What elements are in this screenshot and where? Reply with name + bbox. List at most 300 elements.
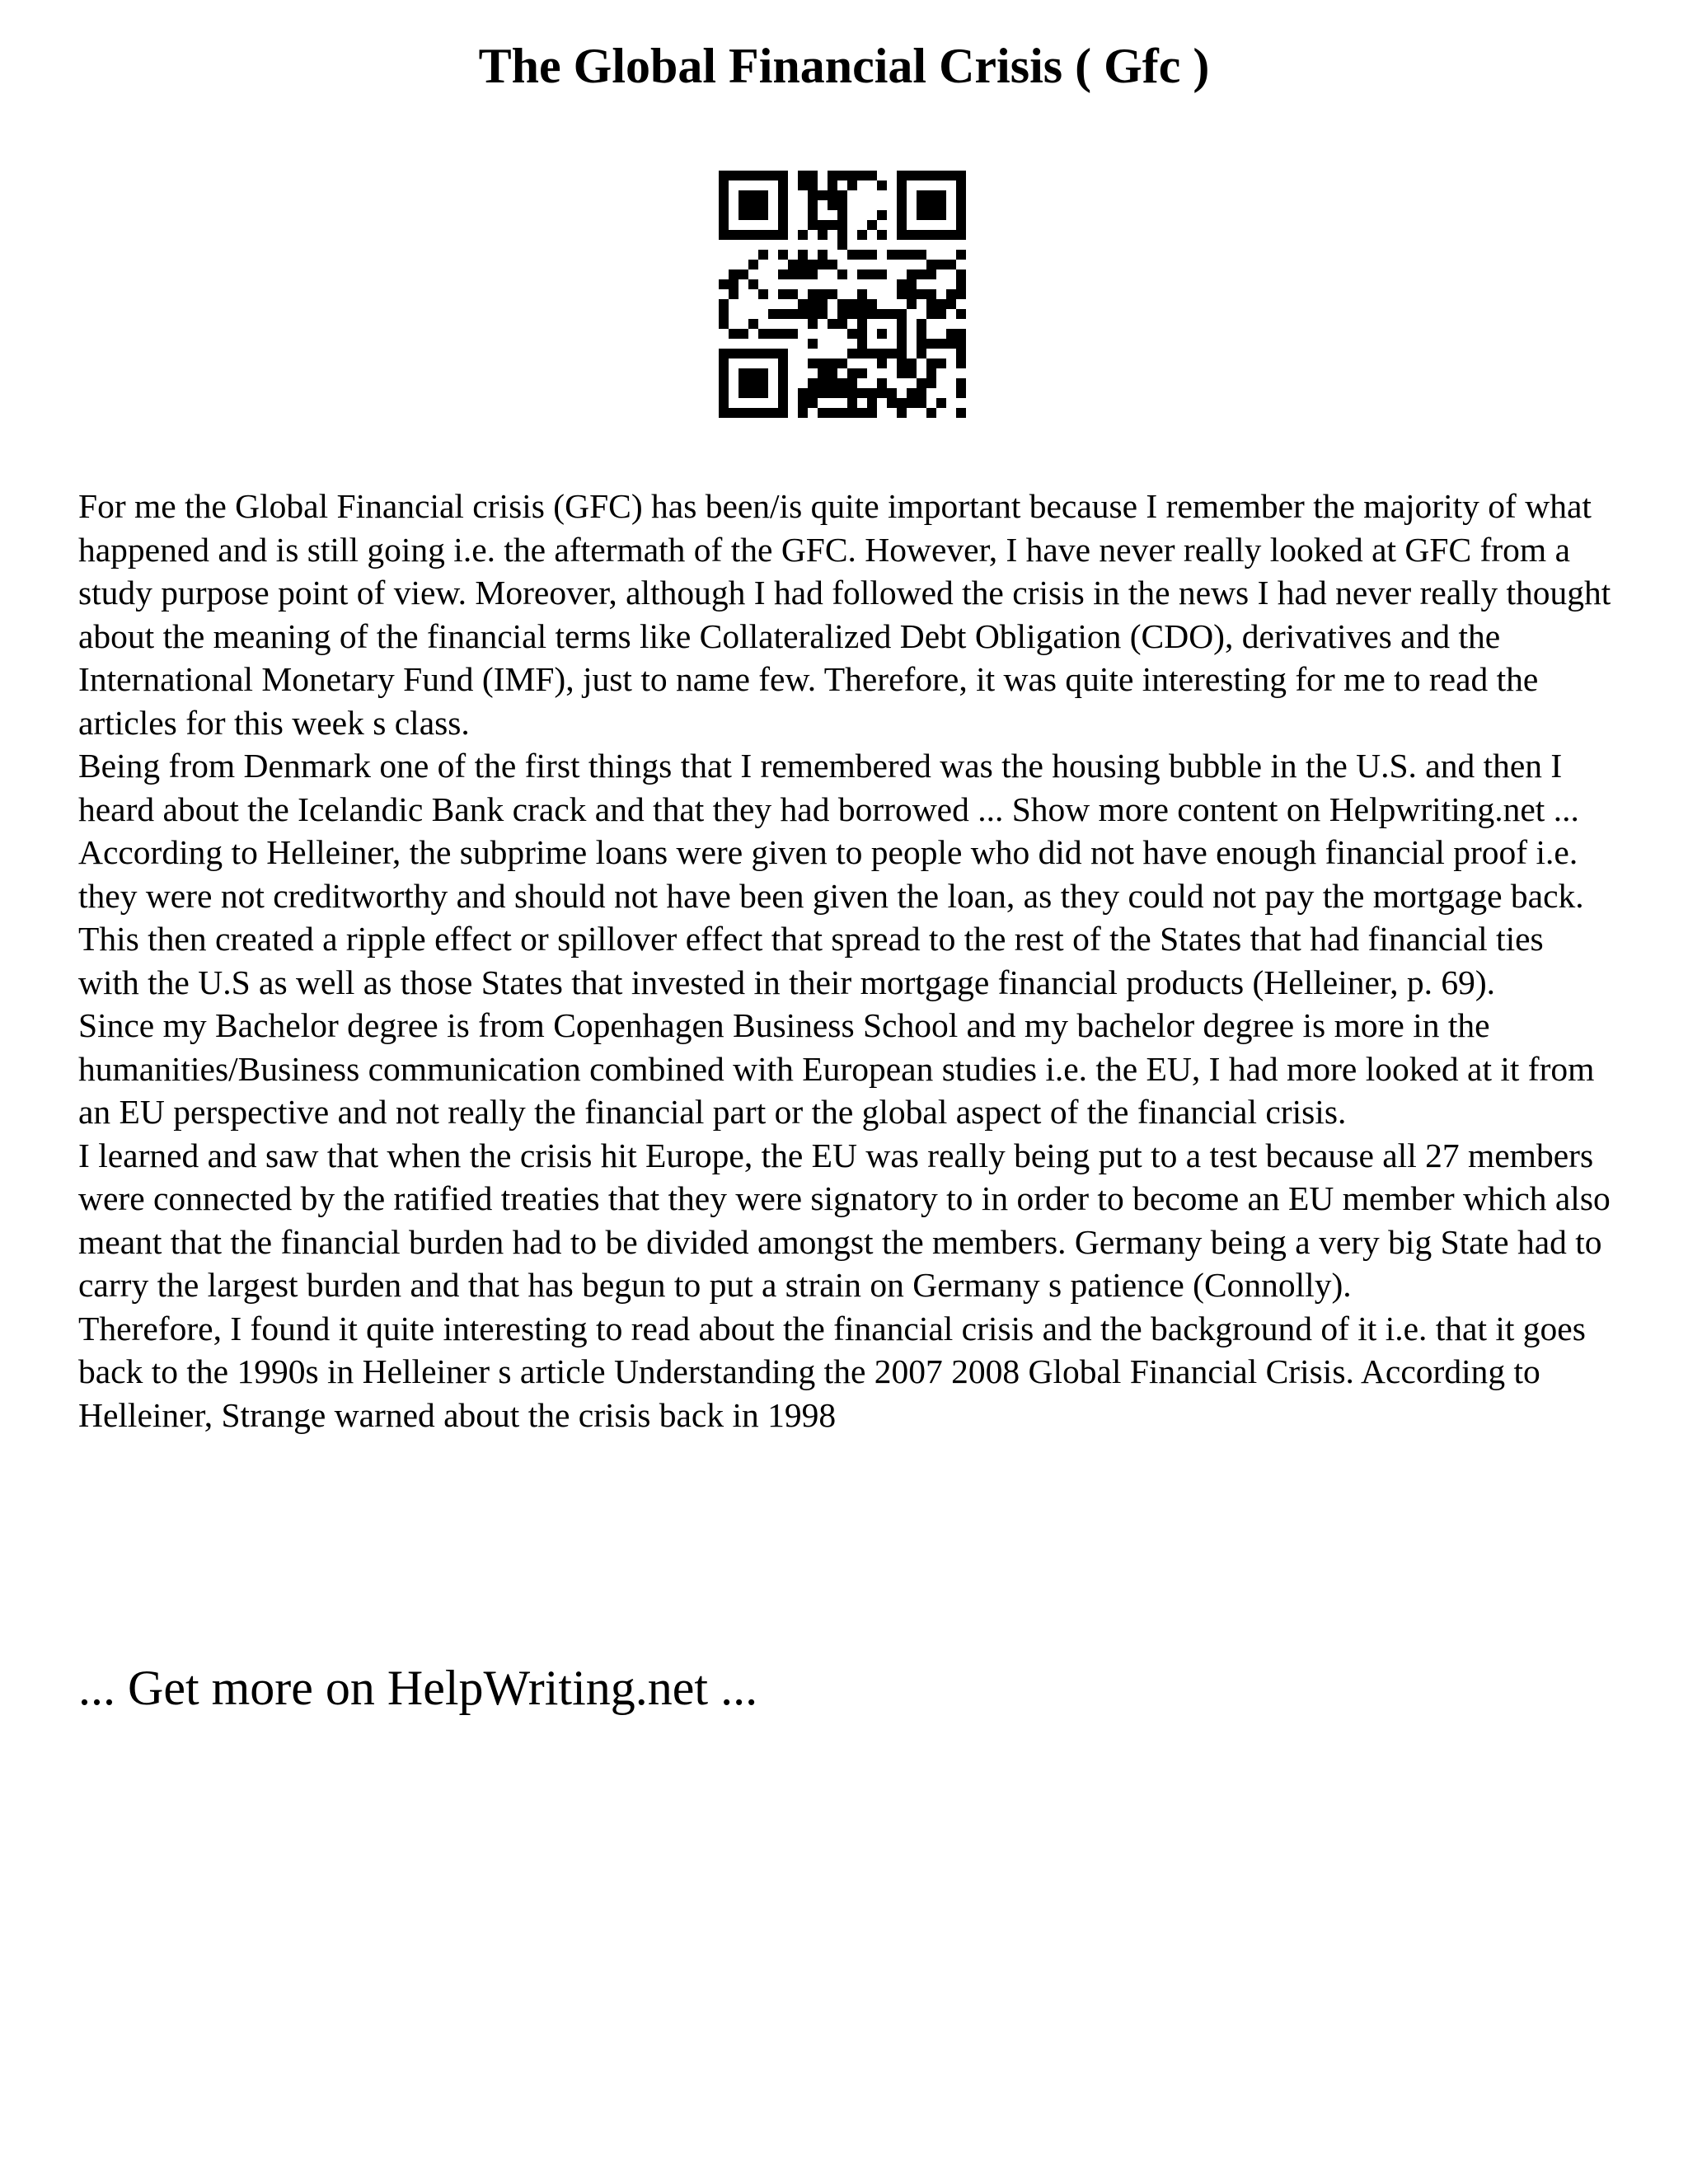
qr-module [926,299,936,309]
qr-module [808,398,818,408]
qr-module [768,408,778,418]
article-body [78,485,1611,1436]
qr-module [857,309,867,319]
qr-module [798,250,808,260]
qr-module [808,359,818,368]
qr-module [877,388,887,398]
qr-module [917,269,926,279]
qr-module [719,220,729,230]
qr-code-icon [719,171,966,418]
qr-module [837,200,847,210]
qr-module [907,368,917,378]
qr-module [897,368,907,378]
qr-module [758,250,768,260]
qr-module [857,269,867,279]
qr-module [768,230,778,240]
qr-module [828,378,837,388]
qr-module [877,349,887,359]
qr-module [956,309,966,319]
qr-module [936,260,946,269]
qr-module [847,388,857,398]
qr-module [946,260,956,269]
qr-module [897,210,907,220]
qr-module [818,408,828,418]
qr-module [738,329,748,339]
qr-module [788,269,798,279]
qr-module [798,230,808,240]
qr-module [808,309,818,319]
qr-module [719,180,729,190]
qr-module [788,309,798,319]
qr-module [887,349,897,359]
qr-module [867,220,877,230]
qr-module [956,349,966,359]
qr-module [917,289,926,299]
qr-module [778,230,788,240]
qr-module [738,378,748,388]
qr-module [837,378,847,388]
qr-module [719,171,729,180]
qr-module [887,250,897,260]
qr-module [956,378,966,388]
qr-module [828,260,837,269]
qr-module [778,171,788,180]
qr-module [729,329,738,339]
qr-module [946,230,956,240]
qr-module [719,359,729,368]
qr-module [808,339,818,349]
qr-module [857,319,867,329]
qr-module [758,210,768,220]
qr-module [897,230,907,240]
qr-module [897,339,907,349]
qr-module [877,309,887,319]
qr-module [837,299,847,309]
qr-module [748,349,758,359]
qr-module [926,200,936,210]
qr-module [907,388,917,398]
qr-module [917,230,926,240]
qr-module [926,339,936,349]
qr-module [719,200,729,210]
qr-module [956,269,966,279]
qr-module [828,200,837,210]
qr-module [738,349,748,359]
qr-module [936,398,946,408]
qr-module [897,289,907,299]
qr-module [818,309,828,319]
qr-module [877,269,887,279]
qr-module [818,388,828,398]
qr-module [778,250,788,260]
qr-module [758,368,768,378]
qr-module [926,368,936,378]
qr-module [936,210,946,220]
qr-module [778,368,788,378]
qr-module [926,408,936,418]
qr-module [907,171,917,180]
qr-module [837,240,847,250]
qr-module [897,398,907,408]
qr-module [808,319,818,329]
qr-module [877,329,887,339]
qr-module [946,171,956,180]
qr-module [926,210,936,220]
qr-module [828,408,837,418]
qr-module [719,319,729,329]
qr-module [936,339,946,349]
qr-module [748,171,758,180]
qr-module [897,220,907,230]
qr-module [798,408,808,418]
qr-module [778,190,788,200]
qr-module [887,388,897,398]
qr-module [917,339,926,349]
qr-module [818,299,828,309]
qr-module [808,388,818,398]
qr-module [847,180,857,190]
qr-module [828,180,837,190]
qr-module [936,200,946,210]
qr-module [867,250,877,260]
qr-module [748,319,758,329]
qr-module [758,388,768,398]
qr-module [729,279,738,289]
qr-module [897,171,907,180]
qr-module [857,339,867,349]
qr-module [798,309,808,319]
qr-module [748,279,758,289]
qr-module [917,398,926,408]
qr-module [857,289,867,299]
qr-module [758,190,768,200]
qr-module [729,349,738,359]
qr-module [788,289,798,299]
qr-module [837,171,847,180]
qr-module [808,260,818,269]
qr-module [867,269,877,279]
qr-module [798,299,808,309]
qr-module [897,180,907,190]
qr-module [926,289,936,299]
qr-module [719,279,729,289]
qr-module [778,289,788,299]
qr-module [798,398,808,408]
qr-module [956,289,966,299]
qr-module [926,171,936,180]
qr-module [738,368,748,378]
qr-module [768,309,778,319]
qr-module [926,190,936,200]
qr-module [778,329,788,339]
qr-module [956,388,966,398]
qr-module [847,329,857,339]
qr-module [719,190,729,200]
qr-module [808,269,818,279]
qr-module [907,269,917,279]
qr-module [857,299,867,309]
paragraph: Since my Bachelor degree is from Copenhagen Business School and my bachelor degree is more in the humanities/Business communication combined with European studies i.e. the EU, I had more looked at it from an EU perspective and not really the financial part or the global aspect of the financial crisis. [78,1006,1595,1131]
qr-module [729,171,738,180]
qr-module [748,260,758,269]
qr-module [897,359,907,368]
qr-module [857,408,867,418]
qr-module [917,388,926,398]
qr-module [818,378,828,388]
qr-module [907,359,917,368]
qr-module [907,279,917,289]
document-title: The Global Financial Crisis ( Gfc ) [478,39,1210,93]
paragraph: I learned and saw that when the crisis hit Europe, the EU was really being put to a test because all 27 members were connected by the ratified treaties that they were signatory to in order to become an EU member which also meant that the financial burden had to be divided amongst the members. Germany being a very big State had to carry the largest burden and that has begun to put a strain on Germany s patience (Connolly). [78,1136,1611,1304]
qr-module [808,190,818,200]
qr-module [719,378,729,388]
qr-module [847,368,857,378]
qr-module [758,230,768,240]
qr-module [887,398,897,408]
qr-module [847,309,857,319]
qr-module [719,309,729,319]
qr-module [738,230,748,240]
qr-module [748,388,758,398]
qr-module [877,210,887,220]
qr-module [917,349,926,359]
qr-module [719,398,729,408]
qr-module [926,359,936,368]
get-more-link[interactable]: ... Get more on HelpWriting.net ... [78,1661,758,1715]
qr-module [847,299,857,309]
qr-module [788,329,798,339]
qr-module [778,349,788,359]
qr-module [917,250,926,260]
qr-module [828,319,837,329]
qr-module [778,359,788,368]
qr-module [847,378,857,388]
qr-module [956,359,966,368]
qr-module [748,190,758,200]
qr-module [907,289,917,299]
qr-module [877,359,887,368]
qr-module [828,171,837,180]
qr-module [818,230,828,240]
qr-module [946,289,956,299]
qr-module [729,230,738,240]
qr-module [907,299,917,309]
qr-module [729,289,738,299]
qr-module [798,388,808,398]
qr-module [837,220,847,230]
qr-module [867,171,877,180]
paragraph: For me the Global Financial crisis (GFC) has been/is quite important because I remember the majority of what happened and is still going i.e. the aftermath of the GFC. However, I have never really looked at GFC from a study purpose point of view. Moreover, although I had followed the crisis in the news I had never really thought about the meaning of the financial terms like Collateralized Debt Obligation (CDO), derivatives and the International Monetary Fund (IMF), just to name few. Therefore, it was quite interesting for me to read the articles for this week s class. [78,487,1611,742]
qr-module [867,408,877,418]
qr-module [798,171,808,180]
qr-module [936,230,946,240]
qr-module [857,388,867,398]
qr-module [847,349,857,359]
qr-module [798,260,808,269]
qr-module [867,398,877,408]
qr-module [956,210,966,220]
qr-module [897,279,907,289]
qr-module [936,299,946,309]
qr-module [758,200,768,210]
qr-module [956,329,966,339]
qr-module [778,269,788,279]
qr-module [748,368,758,378]
qr-module [867,309,877,319]
qr-module [808,220,818,230]
qr-module [778,180,788,190]
qr-module [818,260,828,269]
qr-module [768,329,778,339]
qr-module [808,289,818,299]
qr-module [956,339,966,349]
qr-module [926,269,936,279]
qr-module [877,180,887,190]
qr-module [758,349,768,359]
qr-module [808,210,818,220]
qr-module [828,220,837,230]
qr-module [917,190,926,200]
qr-module [847,398,857,408]
qr-module [738,190,748,200]
qr-module [808,378,818,388]
qr-module [956,171,966,180]
qr-module [917,319,926,329]
qr-module [857,230,867,240]
qr-module [887,309,897,319]
qr-module [719,368,729,378]
qr-module [719,408,729,418]
qr-module [768,349,778,359]
qr-module [729,408,738,418]
qr-module [748,210,758,220]
qr-module [897,329,907,339]
qr-module [877,378,887,388]
qr-module [778,408,788,418]
qr-module [818,359,828,368]
qr-module [847,171,857,180]
qr-module [778,398,788,408]
qr-module [837,210,847,220]
qr-module [857,171,867,180]
qr-module [768,171,778,180]
qr-module [719,299,729,309]
qr-module [917,210,926,220]
qr-module [808,180,818,190]
qr-module [798,269,808,279]
qr-module [956,180,966,190]
qr-module [897,200,907,210]
qr-module [719,230,729,240]
qr-module [857,250,867,260]
qr-module [897,309,907,319]
qr-module [897,250,907,260]
qr-module [738,171,748,180]
qr-module [956,190,966,200]
qr-module [748,408,758,418]
qr-module [946,329,956,339]
qr-module [758,171,768,180]
qr-module [837,408,847,418]
qr-module [758,408,768,418]
qr-module [907,230,917,240]
qr-module [719,210,729,220]
qr-module [738,210,748,220]
qr-module [798,180,808,190]
qr-module [818,220,828,230]
qr-module [917,200,926,210]
paragraph: Being from Denmark one of the first things that I remembered was the housing bubble in the U.S. and then I heard about the Icelandic Bank crack and that they had borrowed ... Show more content on Helpwriting.net ... [78,747,1579,828]
qr-module [837,309,847,319]
qr-module [926,260,936,269]
qr-module [867,299,877,309]
qr-module [926,309,936,319]
qr-module [956,279,966,289]
qr-module [748,200,758,210]
qr-module [748,230,758,240]
qr-module [847,250,857,260]
qr-module [837,319,847,329]
qr-module [936,190,946,200]
qr-module [818,289,828,299]
qr-module [818,190,828,200]
qr-module [808,171,818,180]
qr-module [778,388,788,398]
qr-module [956,230,966,240]
qr-module [828,388,837,398]
qr-module [857,368,867,378]
qr-module [818,368,828,378]
qr-module [936,309,946,319]
qr-module [808,200,818,210]
qr-module [828,368,837,378]
qr-module [897,190,907,200]
qr-module [867,388,877,398]
qr-module [897,408,907,418]
qr-module [857,329,867,339]
qr-module [719,388,729,398]
qr-module [956,250,966,260]
qr-module [738,269,748,279]
qr-module [758,329,768,339]
qr-module [946,339,956,349]
qr-module [926,378,936,388]
qr-module [917,171,926,180]
qr-module [778,378,788,388]
qr-module [738,200,748,210]
qr-module [738,388,748,398]
qr-module [857,349,867,359]
qr-module [907,250,917,260]
qr-module [877,230,887,240]
qr-module [926,230,936,240]
qr-module [936,171,946,180]
qr-module [828,190,837,200]
qr-module [837,388,847,398]
paragraph: Therefore, I found it quite interesting to read about the financial crisis and the background of it i.e. that it goes back to the 1990s in Helleiner s article Understanding the 2007 2008 Global Financial Crisis. According to Helleiner, Strange warned about the crisis back in 1998 [78,1309,1586,1434]
qr-module [917,378,926,388]
qr-module [778,200,788,210]
qr-module [729,269,738,279]
qr-module [837,269,847,279]
qr-module [907,398,917,408]
qr-module [917,329,926,339]
qr-module [956,408,966,418]
qr-module [808,299,818,309]
qr-module [758,378,768,388]
qr-module [719,349,729,359]
qr-module [847,408,857,418]
